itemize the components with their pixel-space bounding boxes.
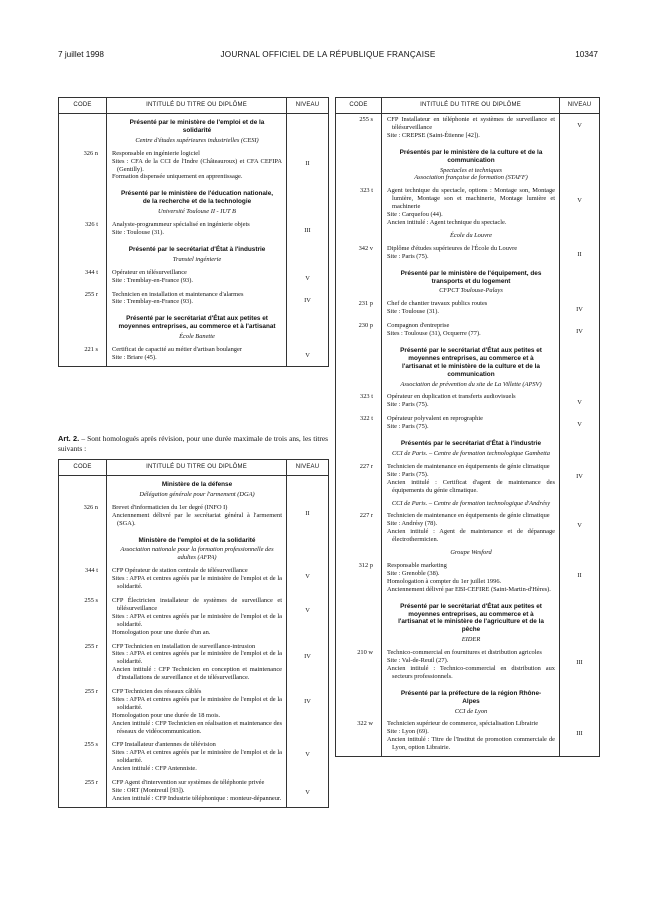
code-cell bbox=[59, 185, 107, 219]
code-cell bbox=[59, 241, 107, 267]
organization-name: CFPCT Toulouse-Palays bbox=[439, 287, 503, 295]
col-header-code: CODE bbox=[59, 460, 107, 476]
entry-text bbox=[387, 114, 555, 144]
entry-detail: Sites : AFPA et centres agréés par le ministère de l'emploi et de la solidarité. bbox=[112, 612, 282, 628]
level-cell bbox=[287, 476, 329, 502]
entry-detail: Ancien intitulé : CFP Antenniste. bbox=[112, 765, 197, 773]
title-cell bbox=[107, 148, 287, 186]
entry-text bbox=[112, 502, 282, 532]
title-cell bbox=[107, 114, 287, 148]
entry-detail: Homologation pour une durée de 18 mois. bbox=[112, 711, 221, 719]
table-row bbox=[59, 641, 329, 687]
level-cell: V bbox=[560, 391, 600, 413]
section-row bbox=[59, 241, 329, 267]
table-row bbox=[336, 647, 600, 685]
code-cell: 326 n bbox=[59, 148, 107, 186]
section-row bbox=[59, 310, 329, 344]
code-cell bbox=[336, 548, 382, 560]
entry-text bbox=[112, 686, 282, 739]
level-cell bbox=[287, 114, 329, 148]
section-heading: Présenté par le secrétariat d'État aux petites et moyennes entreprises, au commerce et à l'artisanat et le ministère de l'agriculture et de la pêche bbox=[398, 602, 544, 634]
title-cell bbox=[107, 476, 287, 502]
organization-name: EIDER bbox=[461, 636, 481, 644]
code-cell: 322 w bbox=[336, 718, 382, 756]
entry-detail: Homologation pour une durée d'un an. bbox=[112, 628, 211, 636]
title-cell bbox=[382, 298, 560, 320]
diploma-title: Analyste-programmeur spécialisé en ingénierie objets bbox=[112, 221, 250, 229]
title-cell bbox=[107, 185, 287, 219]
section-heading: Ministère de l'emploi et de la solidarité bbox=[138, 536, 256, 544]
code-cell bbox=[336, 265, 382, 299]
code-cell bbox=[336, 499, 382, 511]
entry-detail: Sites : AFPA et centres agréés par le ministère de l'emploi et de la solidarité. bbox=[112, 695, 282, 711]
title-cell bbox=[382, 265, 560, 299]
article-text: – Sont homologués après révision, pour une durée maximale de trois ans, les titres suivants : bbox=[58, 434, 328, 453]
title-cell bbox=[382, 342, 560, 392]
entry-text bbox=[387, 391, 555, 413]
section-heading: Présenté par le secrétariat d'État aux petites et moyennes entreprises, au commerce et à l'artisanat et le ministère de la culture et de la communication bbox=[400, 346, 542, 378]
level-cell bbox=[560, 231, 600, 243]
diploma-title: Technicien supérieur de commerce, spécialisation Librairie bbox=[387, 720, 539, 728]
level-cell bbox=[560, 342, 600, 392]
col-header-level: NIVEAU bbox=[287, 460, 329, 476]
code-cell bbox=[336, 144, 382, 186]
diploma-title: Opérateur polyvalent en reprographie bbox=[387, 415, 483, 423]
table-row bbox=[336, 320, 600, 342]
level-cell: V bbox=[287, 739, 329, 777]
section-heading: Présentés par le ministère de la culture et de la communication bbox=[399, 148, 543, 164]
table-row bbox=[59, 502, 329, 532]
title-cell bbox=[107, 344, 287, 366]
level-cell: V bbox=[287, 565, 329, 595]
entry-detail: Ancien intitulé : Agent de maintenance et de dépannage électrothermicien. bbox=[387, 528, 555, 544]
diploma-title: CFP Opérateur de station centrale de télésurveillance bbox=[112, 567, 248, 575]
entry-detail: Formation dispensée uniquement en apprentissage. bbox=[112, 173, 243, 181]
table-homologations-left-bottom bbox=[58, 459, 329, 808]
title-cell bbox=[107, 267, 287, 289]
code-cell: 344 t bbox=[59, 267, 107, 289]
table-homologations-right bbox=[335, 97, 600, 757]
title-cell bbox=[107, 777, 287, 807]
level-cell: III bbox=[560, 647, 600, 685]
section-heading: Ministère de la défense bbox=[161, 481, 233, 488]
entry-detail: Ancien intitulé : CFP Technicien en réalisation et maintenance des réseaux de vidéocommunication. bbox=[112, 719, 282, 735]
diploma-title: CFP Technicien en installation de surveillance-intrusion bbox=[112, 642, 256, 650]
diploma-title: CFP Technicien des réseaux câblés bbox=[112, 688, 202, 696]
organization-name: CCI de Lyon bbox=[454, 707, 488, 715]
section-row bbox=[336, 342, 600, 392]
table-row bbox=[59, 565, 329, 595]
section-heading: Présenté par la préfecture de la région Rhône-Alpes bbox=[400, 689, 542, 705]
entry-detail: Ancien intitulé : CFP Technicien en conception et maintenance d'installations de surveillance et de télésurveillance. bbox=[112, 666, 282, 682]
organization-name: CCI de Paris. – Centre de formation technologique Gambetta bbox=[392, 450, 550, 457]
table-row bbox=[59, 739, 329, 777]
table-homologations-left-top bbox=[58, 97, 329, 367]
table-row bbox=[59, 267, 329, 289]
level-cell bbox=[560, 435, 600, 461]
entry-text bbox=[387, 413, 555, 435]
col-header-code: CODE bbox=[59, 98, 107, 114]
code-cell: 323 t bbox=[336, 391, 382, 413]
section-row bbox=[336, 265, 600, 299]
entry-detail: Ancien intitulé : Titre de l'Institut de promotion commerciale de Lyon, option Librairie. bbox=[387, 736, 555, 752]
journal-title: JOURNAL OFFICIEL DE LA RÉPUBLIQUE FRANÇAISE bbox=[220, 50, 436, 59]
title-cell bbox=[382, 685, 560, 719]
code-cell: 322 t bbox=[336, 413, 382, 435]
code-cell: 312 p bbox=[336, 560, 382, 598]
title-cell bbox=[382, 510, 560, 548]
diploma-title: Technicien de maintenance en équipements de génie climatique bbox=[387, 462, 550, 470]
page-header bbox=[58, 50, 598, 64]
table-row bbox=[59, 344, 329, 366]
table-row bbox=[336, 461, 600, 499]
title-cell bbox=[107, 241, 287, 267]
level-cell: V bbox=[560, 413, 600, 435]
level-cell: V bbox=[560, 114, 600, 144]
level-cell: V bbox=[560, 510, 600, 548]
title-cell bbox=[382, 598, 560, 648]
entry-detail: Site : Tremblay-en-France (93). bbox=[112, 276, 193, 284]
code-cell: 326 t bbox=[59, 219, 107, 241]
entry-detail: Site : Paris (75). bbox=[387, 401, 429, 409]
entry-text bbox=[387, 647, 555, 685]
level-cell: IV bbox=[560, 298, 600, 320]
code-cell: 323 t bbox=[336, 185, 382, 231]
organization-name: École du Louvre bbox=[449, 231, 492, 239]
entry-detail: Sites : AFPA et centres agréés par le ministère de l'emploi et de la solidarité. bbox=[112, 749, 282, 765]
entry-detail: Site : Toulouse (31). bbox=[387, 308, 439, 316]
entry-text bbox=[387, 185, 555, 231]
code-cell: 255 r bbox=[59, 289, 107, 311]
level-cell: IV bbox=[560, 461, 600, 499]
title-cell bbox=[107, 686, 287, 739]
entry-text bbox=[112, 344, 282, 366]
organization-name: Centre d'études supérieures industrielles (CESI) bbox=[135, 136, 259, 144]
entry-detail: Site : Paris (75). bbox=[387, 423, 429, 431]
entry-detail: Site : Andrésy (78). bbox=[387, 520, 438, 528]
table-row bbox=[59, 777, 329, 807]
title-cell bbox=[107, 502, 287, 532]
entry-detail: Sites : AFPA et centres agréés par le ministère de l'emploi et de la solidarité. bbox=[112, 575, 282, 591]
diploma-title: Opérateur en télésurveillance bbox=[112, 268, 187, 276]
table-row bbox=[59, 686, 329, 739]
entry-detail: Ancien intitulé : Certificat d'agent de maintenance des équipements du génie climatique. bbox=[387, 478, 555, 494]
title-cell bbox=[107, 310, 287, 344]
table-row bbox=[336, 185, 600, 231]
title-cell bbox=[107, 739, 287, 777]
organization-name: Groupe Wesford bbox=[450, 549, 492, 557]
entry-detail: Site : ORT (Montreuil [93]). bbox=[112, 787, 185, 794]
organization-name: CCI de Paris. – Centre de formation technologique d'Andrésy bbox=[391, 499, 551, 507]
title-cell bbox=[382, 243, 560, 265]
col-header-level: NIVEAU bbox=[287, 98, 329, 114]
section-row bbox=[336, 685, 600, 719]
section-heading: Présenté par le ministère de l'équipement, des transports et du logement bbox=[400, 269, 542, 285]
organization-name: Association de prévention du site de La Villette (APSV) bbox=[400, 380, 542, 388]
title-cell bbox=[382, 413, 560, 435]
code-cell: 221 s bbox=[59, 344, 107, 366]
code-cell bbox=[336, 342, 382, 392]
organization-name: École Banette bbox=[179, 333, 215, 341]
code-cell bbox=[59, 310, 107, 344]
table-row bbox=[336, 114, 600, 144]
code-cell: 326 n bbox=[59, 502, 107, 532]
level-cell bbox=[287, 310, 329, 344]
page-number: 10347 bbox=[575, 50, 598, 59]
entry-text bbox=[112, 219, 282, 241]
title-cell bbox=[382, 391, 560, 413]
section-row bbox=[336, 231, 600, 243]
code-cell: 255 r bbox=[59, 641, 107, 687]
level-cell: V bbox=[287, 777, 329, 807]
diploma-title: Opérateur en duplication et transferts audiovisuels bbox=[387, 393, 516, 401]
diploma-title: Technicien en installation et maintenance d'alarmes bbox=[112, 290, 244, 298]
title-cell bbox=[382, 144, 560, 186]
entry-text bbox=[387, 510, 555, 548]
entry-text bbox=[112, 148, 282, 186]
organization-name: Spectacles et techniques Association française de formation (STAFF) bbox=[414, 166, 528, 182]
level-cell bbox=[560, 144, 600, 186]
code-cell bbox=[59, 114, 107, 148]
section-row bbox=[336, 435, 600, 461]
diploma-title: Technicien de maintenance en équipements de génie climatique bbox=[387, 512, 550, 520]
level-cell: V bbox=[287, 595, 329, 641]
diploma-title: CFP Agent d'intervention sur systèmes de téléphonie privée bbox=[112, 779, 265, 787]
level-cell: II bbox=[287, 502, 329, 532]
title-cell bbox=[382, 548, 560, 560]
diploma-title: Responsable en ingénierie logiciel bbox=[112, 149, 200, 157]
section-heading: Présenté par le secrétariat d'État à l'industrie bbox=[128, 245, 266, 253]
entry-detail: Anciennement délivré par le secrétariat général à l'armement (SGA). bbox=[112, 511, 282, 527]
diploma-title: Responsable marketing bbox=[387, 561, 447, 569]
section-row bbox=[59, 532, 329, 566]
code-cell bbox=[59, 476, 107, 502]
level-cell bbox=[560, 265, 600, 299]
entry-text bbox=[387, 461, 555, 499]
table-row bbox=[336, 298, 600, 320]
table-row bbox=[59, 148, 329, 186]
level-cell: II bbox=[287, 148, 329, 186]
diploma-title: Agent technique du spectacle, options : Montage son, Montage lumière, Montage son et machinerie, Montage lumière et machinerie bbox=[387, 187, 555, 211]
organization-name: Délégation générale pour l'armement (DGA) bbox=[139, 490, 255, 498]
entry-text bbox=[112, 739, 282, 777]
entry-detail: Site : Grenoble (38). bbox=[387, 569, 440, 577]
section-row bbox=[59, 476, 329, 502]
diploma-title: CFP Installateur en téléphonie et systèmes de surveillance et télésurveillance bbox=[387, 116, 555, 131]
entry-detail: Homologation à compter du 1er juillet 1996. bbox=[387, 577, 502, 585]
entry-detail: Ancien intitulé : Agent technique du spectacle. bbox=[387, 218, 507, 226]
table-row bbox=[59, 289, 329, 311]
entry-detail: Sites : AFPA et centres agréés par le ministère de l'emploi et de la solidarité. bbox=[112, 650, 282, 666]
code-cell bbox=[336, 435, 382, 461]
title-cell bbox=[382, 461, 560, 499]
col-header-title: INTITULÉ DU TITRE OU DIPLÔME bbox=[382, 98, 560, 114]
level-cell: V bbox=[287, 267, 329, 289]
diploma-title: CFP Installateur d'antennes de télévision bbox=[112, 741, 216, 749]
organization-name: Transtel ingénierie bbox=[172, 255, 222, 263]
title-cell bbox=[107, 641, 287, 687]
title-cell bbox=[382, 231, 560, 243]
table-row bbox=[336, 718, 600, 756]
organization-name: Association nationale pour la formation professionnelle des adultes (AFPA) bbox=[120, 546, 274, 562]
organization-name: Université Toulouse II - IUT B bbox=[158, 208, 236, 216]
title-cell bbox=[107, 289, 287, 311]
entry-detail: Site : Tremblay-en-France (93). bbox=[112, 298, 193, 306]
title-cell bbox=[107, 219, 287, 241]
diploma-title: Brevet d'informaticien du 1er degré (INFO I) bbox=[112, 503, 228, 511]
section-heading: Présenté par le ministère de l'emploi et de la solidarité bbox=[129, 119, 265, 134]
title-cell bbox=[107, 595, 287, 641]
code-cell: 227 r bbox=[336, 461, 382, 499]
diploma-title: CFP Électricien installateur de systèmes de surveillance et télésurveillance bbox=[112, 596, 282, 612]
entry-detail: Site : Paris (75). bbox=[387, 470, 429, 478]
title-cell bbox=[382, 560, 560, 598]
code-cell bbox=[336, 231, 382, 243]
title-cell bbox=[382, 185, 560, 231]
col-header-title: INTITULÉ DU TITRE OU DIPLÔME bbox=[107, 460, 287, 476]
title-cell bbox=[382, 647, 560, 685]
section-row bbox=[59, 185, 329, 219]
diploma-title: Certificat de capacité au métier d'artisan boulanger bbox=[112, 346, 242, 354]
entry-text bbox=[387, 243, 555, 265]
section-row bbox=[336, 144, 600, 186]
entry-text bbox=[112, 289, 282, 311]
code-cell bbox=[336, 598, 382, 648]
level-cell: IV bbox=[287, 641, 329, 687]
code-cell: 255 r bbox=[59, 686, 107, 739]
entry-detail: Sites : CFA de la CCI de l'Indre (Châteauroux) et CFA CEFIPA (Gentilly). bbox=[112, 157, 282, 173]
level-cell bbox=[560, 685, 600, 719]
level-cell: II bbox=[560, 243, 600, 265]
col-header-code: CODE bbox=[336, 98, 382, 114]
entry-text bbox=[387, 320, 555, 342]
diploma-title: Chef de chantier travaux publics routes bbox=[387, 300, 488, 308]
entry-detail: Site : Paris (75). bbox=[387, 252, 429, 260]
code-cell: 255 s bbox=[59, 595, 107, 641]
entry-text bbox=[112, 777, 282, 807]
diploma-title: Technico-commercial en fournitures et distribution agricoles bbox=[387, 649, 542, 657]
code-cell: 210 w bbox=[336, 647, 382, 685]
level-cell: IV bbox=[287, 289, 329, 311]
table-row bbox=[336, 560, 600, 598]
level-cell: V bbox=[287, 344, 329, 366]
diploma-title: Compagnon d'entreprise bbox=[387, 322, 450, 330]
level-cell bbox=[287, 185, 329, 219]
entry-text bbox=[387, 298, 555, 320]
entry-text bbox=[387, 560, 555, 598]
article-2 bbox=[58, 434, 328, 453]
col-header-title: INTITULÉ DU TITRE OU DIPLÔME bbox=[107, 98, 287, 114]
title-cell bbox=[382, 499, 560, 511]
entry-text bbox=[112, 641, 282, 687]
level-cell bbox=[560, 598, 600, 648]
entry-detail: Site : Carquefou (44). bbox=[387, 211, 443, 219]
header-date: 7 juillet 1998 bbox=[58, 50, 104, 59]
table-row bbox=[59, 219, 329, 241]
entry-text bbox=[387, 718, 555, 756]
level-cell: IV bbox=[287, 686, 329, 739]
level-cell: II bbox=[560, 560, 600, 598]
level-cell: III bbox=[287, 219, 329, 241]
entry-detail: Anciennement délivré par EBI-CEFIRE (Saint-Martin-d'Hères). bbox=[387, 585, 551, 593]
entry-detail: Site : Lyon (69). bbox=[387, 728, 429, 736]
code-cell: 230 p bbox=[336, 320, 382, 342]
code-cell bbox=[336, 685, 382, 719]
title-cell bbox=[107, 565, 287, 595]
entry-text bbox=[112, 595, 282, 641]
entry-text bbox=[112, 565, 282, 595]
title-cell bbox=[382, 114, 560, 144]
section-heading: Présentés par le secrétariat d'État à l'industrie bbox=[400, 440, 542, 448]
code-cell bbox=[59, 532, 107, 566]
table-row bbox=[336, 413, 600, 435]
level-cell bbox=[287, 241, 329, 267]
entry-detail: Sites : Toulouse (31), Ocquerre (77). bbox=[387, 330, 481, 338]
title-cell bbox=[382, 718, 560, 756]
level-cell: IV bbox=[560, 320, 600, 342]
section-row bbox=[336, 499, 600, 511]
section-row bbox=[336, 598, 600, 648]
table-row bbox=[59, 595, 329, 641]
level-cell bbox=[287, 532, 329, 566]
entry-detail: Ancien intitulé : CFP Industrie téléphonique : monteur-dépanneur. bbox=[112, 794, 282, 802]
title-cell bbox=[107, 532, 287, 566]
code-cell: 255 s bbox=[336, 114, 382, 144]
entry-detail: Site : Briare (45). bbox=[112, 353, 157, 361]
section-row bbox=[59, 114, 329, 148]
section-heading: Présenté par le secrétariat d'État aux petites et moyennes entreprises, au commerce et à l'artisanat bbox=[118, 315, 276, 331]
entry-detail: Site : Val-de-Reuil (27). bbox=[387, 657, 449, 665]
code-cell: 255 s bbox=[59, 739, 107, 777]
col-header-level: NIVEAU bbox=[560, 98, 600, 114]
article-label: Art. 2. bbox=[58, 434, 80, 443]
entry-text bbox=[112, 267, 282, 289]
code-cell: 255 r bbox=[59, 777, 107, 807]
level-cell: III bbox=[560, 718, 600, 756]
diploma-title: Diplôme d'études supérieures de l'École du Louvre bbox=[387, 244, 518, 252]
level-cell bbox=[560, 499, 600, 511]
section-row bbox=[336, 548, 600, 560]
code-cell: 342 v bbox=[336, 243, 382, 265]
code-cell: 231 p bbox=[336, 298, 382, 320]
code-cell: 227 r bbox=[336, 510, 382, 548]
table-row bbox=[336, 510, 600, 548]
entry-detail: Site : Toulouse (31). bbox=[112, 228, 164, 236]
entry-detail: Site : CREPSE (Saint-Étienne [42]). bbox=[387, 131, 480, 139]
level-cell: V bbox=[560, 185, 600, 231]
entry-detail: Ancien intitulé : Technico-commercial en distribution aux secteurs professionnels. bbox=[387, 664, 555, 680]
table-row bbox=[336, 391, 600, 413]
code-cell: 344 t bbox=[59, 565, 107, 595]
title-cell bbox=[382, 435, 560, 461]
table-row bbox=[336, 243, 600, 265]
title-cell bbox=[382, 320, 560, 342]
section-heading: Présenté par le ministère de l'éducation nationale, de la recherche et de la technologie bbox=[120, 190, 274, 206]
level-cell bbox=[560, 548, 600, 560]
